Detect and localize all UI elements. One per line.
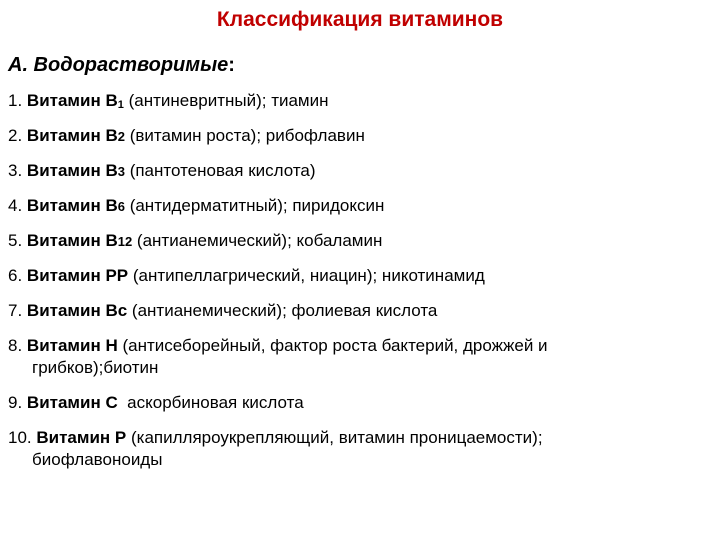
list-item — [8, 265, 698, 287]
vitamin-subscript: 2 — [117, 129, 125, 144]
item-number: 9. — [8, 393, 23, 412]
vitamin-name: Витамин Вс — [26, 301, 128, 320]
vitamin-description: (антисеборейный, фактор роста бактерий, дрожжей и — [117, 336, 548, 355]
item-number: 10. — [8, 428, 32, 447]
vitamin-description: аскорбиновая кислота — [117, 393, 304, 412]
section-heading — [8, 54, 235, 77]
item-number: 1. — [8, 91, 23, 110]
section-heading-text: А. Водорастворимые — [8, 54, 229, 76]
vitamin-description: (пантотеновая кислота) — [124, 161, 316, 180]
item-number: 2. — [8, 126, 23, 145]
item-number: 3. — [8, 161, 23, 180]
vitamin-subscript: 3 — [117, 164, 125, 179]
vitamin-name: Витамин Н — [26, 336, 118, 355]
vitamin-description: (антиневритный); тиамин — [123, 91, 329, 110]
item-number: 6. — [8, 266, 23, 285]
list-item — [8, 160, 698, 183]
list-item — [8, 335, 698, 379]
vitamin-name — [27, 91, 124, 110]
list-item — [8, 125, 698, 148]
vitamin-description: (антипеллагрический, ниацин); никотинамид — [128, 266, 485, 285]
vitamin-name — [27, 231, 132, 250]
vitamin-name-text: Витамин В — [26, 196, 118, 215]
vitamin-name-text: Витамин В — [26, 126, 118, 145]
vitamin-description-continued: биофлавоноиды — [32, 450, 163, 469]
vitamin-description: (витамин роста); рибофлавин — [124, 126, 365, 145]
vitamin-subscript: 6 — [117, 199, 125, 214]
item-number: 7. — [8, 301, 23, 320]
vitamin-subscript: 1 — [117, 99, 124, 111]
vitamin-name — [27, 196, 125, 215]
item-number: 5. — [8, 231, 23, 250]
list-item — [8, 392, 698, 414]
vitamin-description-continued: грибков);биотин — [32, 358, 159, 377]
slide-title: Классификация витаминов — [216, 8, 504, 31]
vitamin-name: Витамин Р — [36, 428, 127, 447]
list-item — [8, 195, 698, 218]
vitamin-name-text: Витамин В — [26, 91, 118, 110]
vitamin-description: (капилляроукрепляющий, витамин проницаемости); — [126, 428, 543, 447]
list-item — [8, 427, 698, 471]
vitamin-description: (антидерматитный); пиридоксин — [124, 196, 385, 215]
list-item — [8, 230, 698, 253]
vitamin-subscript: 12 — [117, 234, 133, 249]
section-heading-colon: : — [228, 54, 235, 76]
vitamin-name: Витамин С — [26, 393, 118, 412]
item-number: 8. — [8, 336, 23, 355]
item-number: 4. — [8, 196, 23, 215]
vitamin-name: Витамин РР — [26, 266, 129, 285]
vitamin-name-text: Витамин В — [26, 231, 118, 250]
vitamin-description: (антианемический); кобаламин — [132, 231, 383, 250]
vitamin-name — [27, 161, 125, 180]
vitamin-description: (антианемический); фолиевая кислота — [127, 301, 438, 320]
vitamin-name-text: Витамин В — [26, 161, 118, 180]
list-item — [8, 300, 698, 322]
list-item — [8, 90, 698, 116]
vitamin-name — [27, 126, 125, 145]
